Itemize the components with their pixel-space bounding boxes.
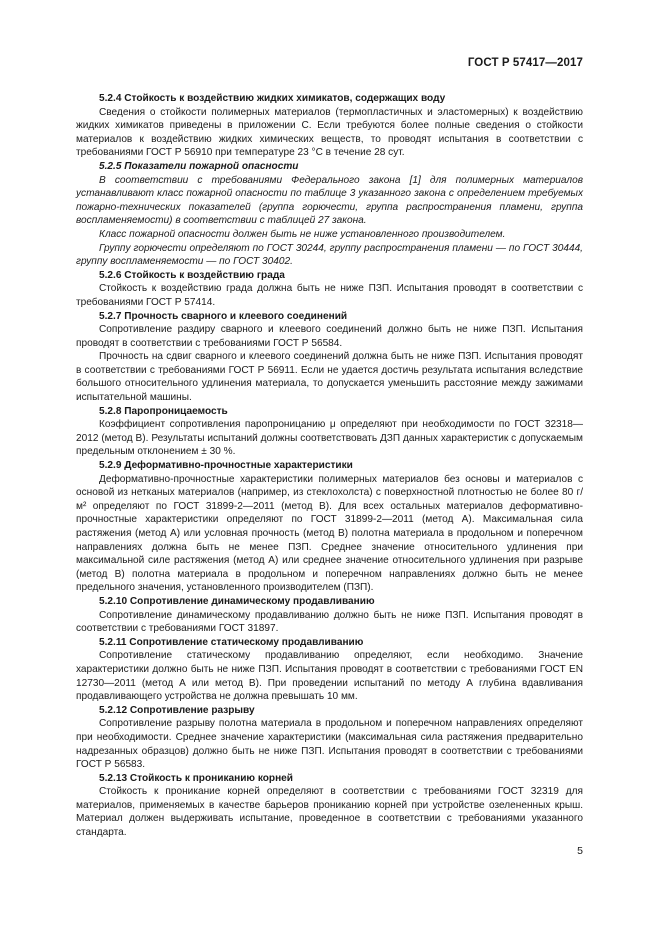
section bbox=[76, 636, 583, 704]
section-heading: 5.2.9 Деформативно-прочностные характеристики bbox=[99, 460, 353, 472]
paragraph: Сопротивление динамическому продавливанию должно быть не ниже ПЗП. Испытания проводят в соответствии с требованиями ГОСТ 31897. bbox=[76, 609, 583, 635]
section-heading: 5.2.8 Паропроницаемость bbox=[99, 405, 228, 417]
document-body bbox=[76, 92, 583, 840]
paragraph: В соответствии с требованиями Федерального закона [1] для полимерных материалов устанавливают класс пожарной опасности по таблице 3 указанного закона с определением требуемых пожарно-технических показателей (группа горючести, группа распространения пламени, группа воспламеняемости) в соответствии с таблицей 27 закона. bbox=[76, 174, 583, 227]
paragraph: Прочность на сдвиг сварного и клеевого соединений должна быть не ниже ПЗП. Испытания проводят в соответствии с требованиями ГОСТ Р 56911. Если не удается достичь результата испытания вследствие большого относительного удлинения материала, то допускается уменьшить расстояние между зажимами испытательной машины. bbox=[76, 351, 583, 404]
page-number: 5 bbox=[577, 845, 583, 857]
paragraph: Сопротивление разрыву полотна материала в продольном и поперечном направлениях определяют при необходимости. Среднее значение характеристики (максимальная сила растяжения предварительно надрезанных образцов) должно быть не ниже ПЗП. Испытания проводят в соответствии с требованиями ГОСТ Р 56583. bbox=[76, 718, 583, 771]
paragraph: Сведения о стойкости полимерных материалов (термопластичных и эластомерных) к воздействию жидких химикатов приведены в приложении С. Если требуются более полные сведения о стойкости материалов к воздействию жидких химических веществ, то проводят испытания в соответствии с требованиями ГОСТ Р 56910 при температуре 23 °С в течение 28 сут. bbox=[76, 106, 583, 159]
section bbox=[76, 772, 583, 840]
section bbox=[76, 160, 583, 269]
document-header: ГОСТ Р 57417—2017 bbox=[467, 57, 583, 69]
section bbox=[76, 92, 583, 160]
section-heading: 5.2.6 Стойкость к воздействию града bbox=[99, 269, 285, 281]
paragraph: Класс пожарной опасности должен быть не ниже установленного производителем. bbox=[99, 228, 506, 240]
section-heading: 5.2.13 Стойкость к прониканию корней bbox=[99, 772, 293, 784]
paragraph: Сопротивление раздиру сварного и клеевого соединений должно быть не ниже ПЗП. Испытания проводят в соответствии с требованиями ГОСТ Р 56584. bbox=[76, 324, 583, 349]
paragraph: Сопротивление статическому продавливанию определяют, если необходимо. Значение характеристики должно быть не ниже ПЗП. Испытания проводят в соответствии с требованиями ГОСТ EN 12730—2011 (метод А или метод В). При проведении испытаний по методу А глубина вдавливания продавливающего устройства не должна превышать 10 мм. bbox=[76, 650, 583, 703]
paragraph: Коэффициент сопротивления паропроницанию μ определяют при необходимости по ГОСТ 32318—2012 (метод В). Результаты испытаний должны соответствовать ДЗП данных характеристик с допускаемым предельным отклонением ± 30 %. bbox=[76, 419, 583, 458]
section-heading: 5.2.4 Стойкость к воздействию жидких химикатов, содержащих воду bbox=[99, 93, 446, 104]
section-heading: 5.2.7 Прочность сварного и клеевого соединений bbox=[99, 310, 348, 322]
section bbox=[76, 459, 583, 595]
paragraph: Стойкость к воздействию града должна быть не ниже ПЗП. Испытания проводят в соответствии с требованиями ГОСТ Р 57414. bbox=[76, 283, 583, 308]
section bbox=[76, 269, 583, 310]
paragraph: Стойкость к проникание корней определяют в соответствии с требованиями ГОСТ 32319 для материалов, применяемых в качестве барьеров прониканию корней при устройстве озелененных крыш. Материал должен выдерживать испытание, проведенное в соответствии с требованиями указанного стандарта. bbox=[76, 786, 583, 839]
section bbox=[76, 405, 583, 459]
section-heading: 5.2.12 Сопротивление разрыву bbox=[99, 704, 255, 716]
paragraph: Деформативно-прочностные характеристики полимерных материалов без основы и материалов с основой из нетканых материалов (например, из стеклохолста) с поверхностной плотностью не более 80 г/м² определяют по ГОСТ 31899-2—2011 (метод В). Для всех остальных материалов деформативно-прочностные характеристики определяют по ГОСТ 31899-2—2011 (метод А). Максимальная сила растяжения (метод А) или условная прочность (метод В) полотна материала в продольном и поперечном направлениях должна быть не менее ПЗП. Среднее значение относительного удлинения при максимальной силе растяжения (метод А) или среднее значение относительного удлинения при разрыве (метод В) полотна материала в продольном и поперечном направлениях должно быть не менее предельного значения, установленного производителем (ПЗП). bbox=[76, 473, 583, 594]
paragraph: Группу горючести определяют по ГОСТ 30244, группу распространения пламени — по ГОСТ 30444, группу воспламеняемости — по ГОСТ 30402. bbox=[76, 242, 583, 268]
section bbox=[76, 595, 583, 636]
section-heading: 5.2.11 Сопротивление статическому продавливанию bbox=[99, 636, 364, 648]
section bbox=[76, 704, 583, 772]
section bbox=[76, 310, 583, 405]
section-heading: 5.2.10 Сопротивление динамическому продавливанию bbox=[99, 595, 375, 607]
section-heading: 5.2.5 Показатели пожарной опасности bbox=[99, 160, 299, 172]
